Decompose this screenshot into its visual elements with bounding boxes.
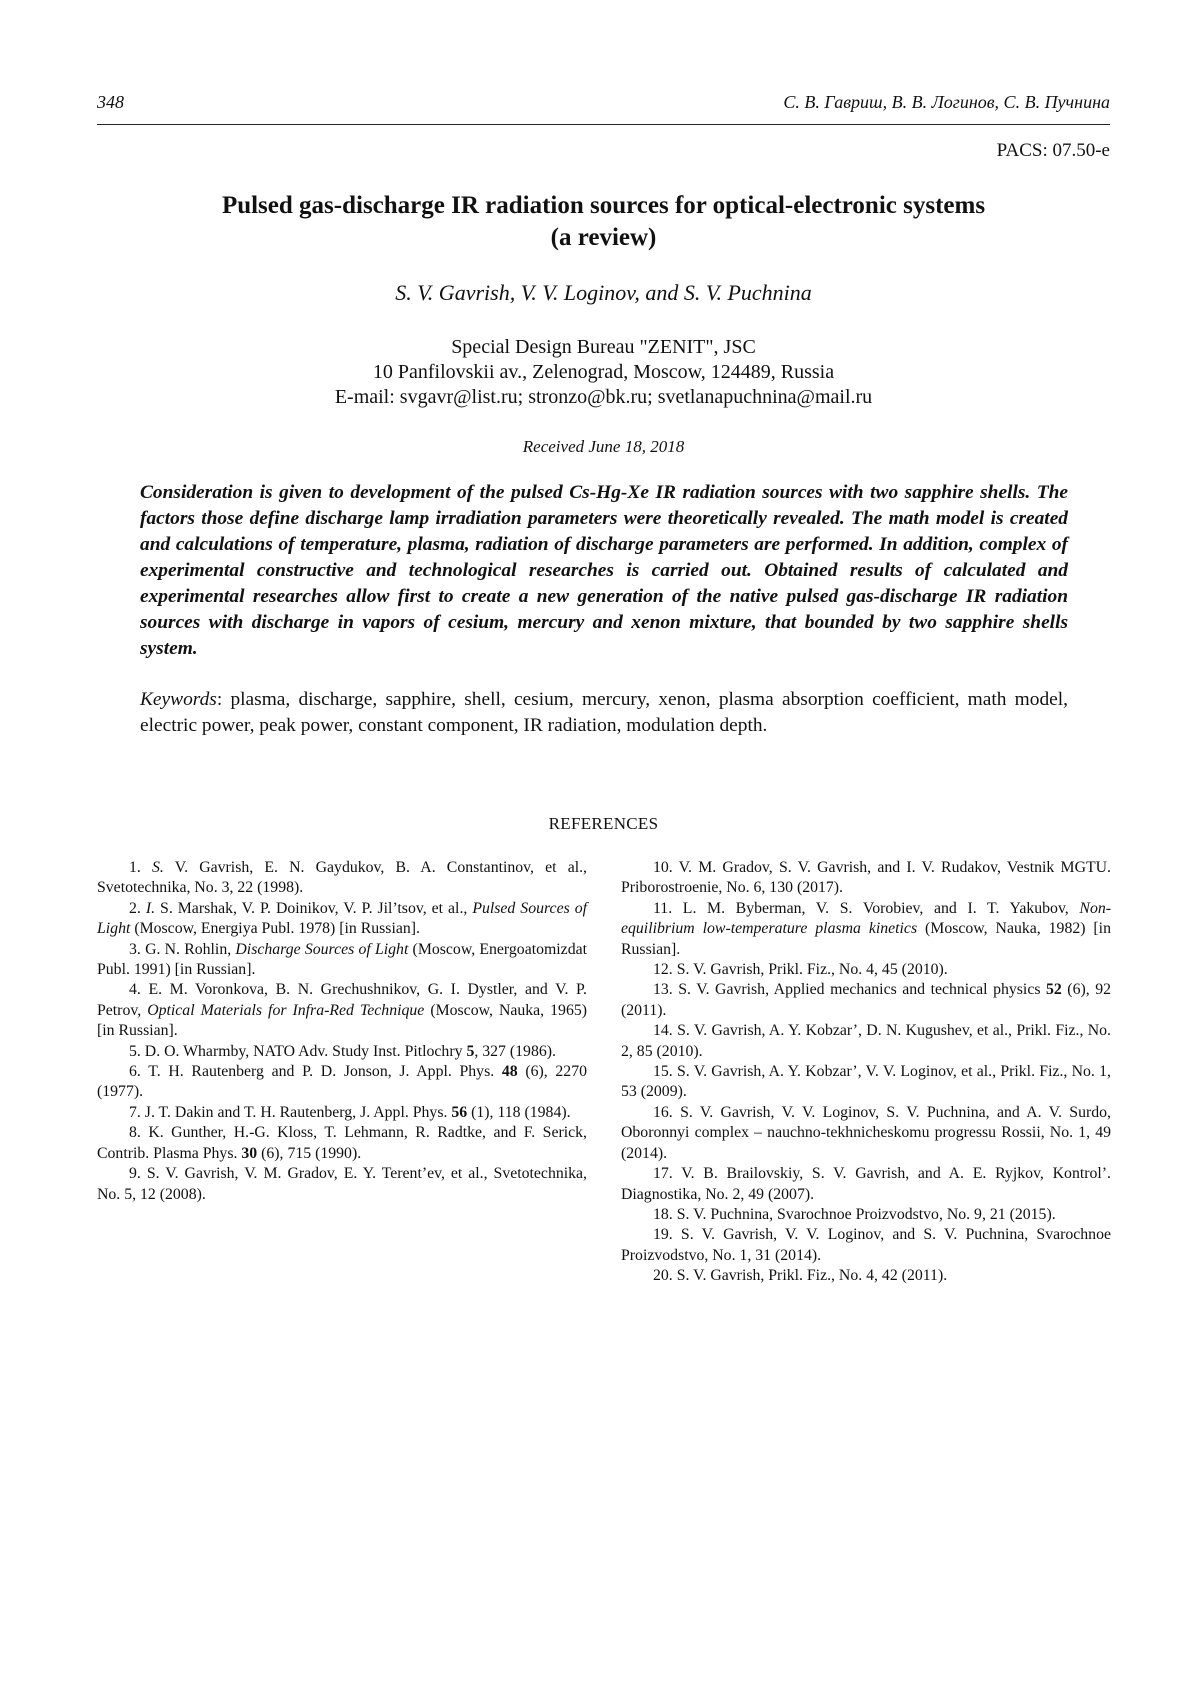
- reference-item: [621, 1205, 1111, 1225]
- reference-text: 5: [466, 1043, 474, 1060]
- reference-text: (Moscow, Energiya Publ. 1978) [in Russian].: [130, 920, 420, 937]
- reference-text: 13. S. V. Gavrish, Applied mechanics and technical physics: [653, 981, 1046, 998]
- reference-text: , 327 (1986).: [474, 1043, 556, 1060]
- running-authors: С. В. Гавриш, В. В. Логинов, С. В. Пучнина: [783, 92, 1110, 113]
- reference-item: [97, 1062, 587, 1103]
- keywords-label: Keywords: [140, 689, 217, 710]
- reference-text: 14. S. V. Gavrish, A. Y. Kobzar’, D. N. Kugushev, et al., Prikl. Fiz., No. 2, 85 (2010).: [621, 1022, 1111, 1059]
- reference-text: (Moscow, Energoatomizdat Publ. 1991) [in Russian].: [97, 941, 587, 978]
- paper-page: [0, 0, 1200, 1698]
- reference-item: [621, 1164, 1111, 1205]
- reference-text: V. Gavrish, E. N. Gaydukov, B. A. Constantinov, et al., Svetotechnika, No. 3, 22 (1998).: [97, 859, 587, 896]
- reference-item: [97, 940, 587, 981]
- reference-text: 52: [1046, 981, 1062, 998]
- reference-item: [97, 1103, 587, 1123]
- reference-text: 17. V. B. Brailovskiy, S. V. Gavrish, and A. E. Ryjkov, Kontrol’. Diagnostika, No. 2, 49 (2007).: [621, 1165, 1111, 1202]
- reference-text: 48: [502, 1063, 518, 1080]
- reference-text: Discharge Sources of Light: [235, 941, 408, 958]
- reference-item: [621, 980, 1111, 1021]
- title-line-2: (a review): [97, 222, 1110, 254]
- reference-text: (Moscow, Nauka, 1965) [in Russian].: [97, 1002, 587, 1039]
- reference-item: [621, 1021, 1111, 1062]
- reference-item: [97, 1164, 587, 1205]
- affiliation-address: 10 Panfilovskii av., Zelenograd, Moscow, 124489, Russia: [97, 360, 1110, 385]
- reference-text: 6. T. H. Rautenberg and P. D. Jonson, J. Appl. Phys.: [129, 1063, 502, 1080]
- page-number: 348: [97, 92, 124, 113]
- reference-item: [621, 1266, 1111, 1286]
- reference-item: [621, 899, 1111, 960]
- header-rule: [97, 124, 1110, 125]
- reference-text: 7. J. T. Dakin and T. H. Rautenberg, J. Appl. Phys.: [129, 1104, 451, 1121]
- reference-text: 5. D. O. Wharmby, NATO Adv. Study Inst. Pitlochry: [129, 1043, 466, 1060]
- reference-text: 56: [451, 1104, 467, 1121]
- keywords: [140, 687, 1068, 739]
- affiliation: [97, 335, 1110, 410]
- paper-title: [97, 190, 1110, 254]
- affiliation-org: Special Design Bureau "ZENIT", JSC: [97, 335, 1110, 360]
- reference-text: (6), 2270 (1977).: [97, 1063, 587, 1100]
- title-line-1: Pulsed gas-discharge IR radiation sources for optical-electronic systems: [97, 190, 1110, 222]
- references-heading: REFERENCES: [97, 814, 1110, 834]
- reference-text: 4. E. M. Voronkova, B. N. Grechushnikov, G. I. Dystler, and V. P. Petrov,: [97, 981, 587, 1018]
- reference-text: 15. S. V. Gavrish, A. Y. Kobzar’, V. V. Loginov, et al., Prikl. Fiz., No. 1, 53 (2009).: [621, 1063, 1111, 1100]
- reference-item: [97, 858, 587, 899]
- affiliation-email: E-mail: svgavr@list.ru; stronzo@bk.ru; svetlanapuchnina@mail.ru: [97, 385, 1110, 410]
- reference-item: [97, 899, 587, 940]
- reference-item: [97, 1042, 587, 1062]
- reference-text: (1), 118 (1984).: [467, 1104, 570, 1121]
- references-left-column: [97, 858, 587, 1205]
- reference-text: 12. S. V. Gavrish, Prikl. Fiz., No. 4, 45 (2010).: [653, 961, 948, 978]
- reference-text: Non-equilibrium low-temperature plasma kinetics: [621, 900, 1111, 937]
- reference-text: 9. S. V. Gavrish, V. M. Gradov, E. Y. Terent’ev, et al., Svetotechnika, No. 5, 12 (2008).: [97, 1165, 587, 1202]
- abstract: Consideration is given to development of the pulsed Cs-Hg-Xe IR radiation sources with two sapphire shells. The factors those define discharge lamp irradiation parameters were theoretically revealed. The math model is created and calculations of temperature, plasma, radiation of discharge parameters are performed. In addition, complex of experimental constructive and technological researches is carried out. Obtained results of calculated and experimental researches allow first to create a new generation of the native pulsed gas-discharge IR radiation sources with discharge in vapors of cesium, mercury and xenon mixture, that bounded by two sapphire shells system.: [140, 480, 1068, 662]
- reference-text: S.: [152, 859, 164, 876]
- running-head: [97, 92, 1110, 113]
- reference-text: 8. K. Gunther, H.-G. Kloss, T. Lehmann, R. Radtke, and F. Serick, Contrib. Plasma Phys.: [97, 1124, 587, 1161]
- reference-text: 3. G. N. Rohlin,: [129, 941, 235, 958]
- keywords-text: : plasma, discharge, sapphire, shell, cesium, mercury, xenon, plasma absorption coefficient, math model, electric power, peak power, constant component, IR radiation, modulation depth.: [140, 689, 1068, 736]
- reference-item: [621, 1225, 1111, 1266]
- reference-text: 11. L. M. Byberman, V. S. Vorobiev, and I. T. Yakubov,: [653, 900, 1079, 917]
- reference-text: 30: [241, 1145, 257, 1162]
- reference-item: [621, 858, 1111, 899]
- reference-text: (6), 92 (2011).: [621, 981, 1111, 1018]
- reference-item: [97, 980, 587, 1041]
- reference-text: 2.: [129, 900, 146, 917]
- reference-item: [621, 1103, 1111, 1164]
- reference-text: Optical Materials for Infra-Red Technique: [147, 1002, 424, 1019]
- received-date: Received June 18, 2018: [97, 437, 1110, 457]
- references-right-column: [621, 858, 1111, 1287]
- reference-text: S. Marshak, V. P. Doinikov, V. P. Jil’tsov, et al.,: [155, 900, 472, 917]
- reference-text: 19. S. V. Gavrish, V. V. Loginov, and S. V. Puchnina, Svarochnoe Proizvodstvo, No. 1, 31 (2014).: [621, 1226, 1111, 1263]
- reference-text: 16. S. V. Gavrish, V. V. Loginov, S. V. Puchnina, and A. V. Surdo, Oboronnyi complex – nauchno-tekhnicheskomu progressu Rossii, No. 1, 49 (2014).: [621, 1104, 1111, 1162]
- reference-text: Pulsed Sources of Light: [97, 900, 587, 937]
- reference-item: [621, 1062, 1111, 1103]
- reference-text: (Moscow, Nauka, 1982) [in Russian].: [621, 920, 1111, 957]
- reference-text: 10. V. M. Gradov, S. V. Gavrish, and I. V. Rudakov, Vestnik MGTU. Priborostroenie, No. 6, 130 (2017).: [621, 859, 1111, 896]
- authors: S. V. Gavrish, V. V. Loginov, and S. V. Puchnina: [97, 280, 1110, 306]
- reference-text: I.: [146, 900, 155, 917]
- reference-text: 1.: [129, 859, 152, 876]
- reference-text: 18. S. V. Puchnina, Svarochnoe Proizvodstvo, No. 9, 21 (2015).: [653, 1206, 1056, 1223]
- reference-text: 20. S. V. Gavrish, Prikl. Fiz., No. 4, 42 (2011).: [653, 1267, 947, 1284]
- reference-text: (6), 715 (1990).: [257, 1145, 361, 1162]
- reference-item: [621, 960, 1111, 980]
- reference-item: [97, 1123, 587, 1164]
- pacs-code: PACS: 07.50-e: [997, 140, 1110, 162]
